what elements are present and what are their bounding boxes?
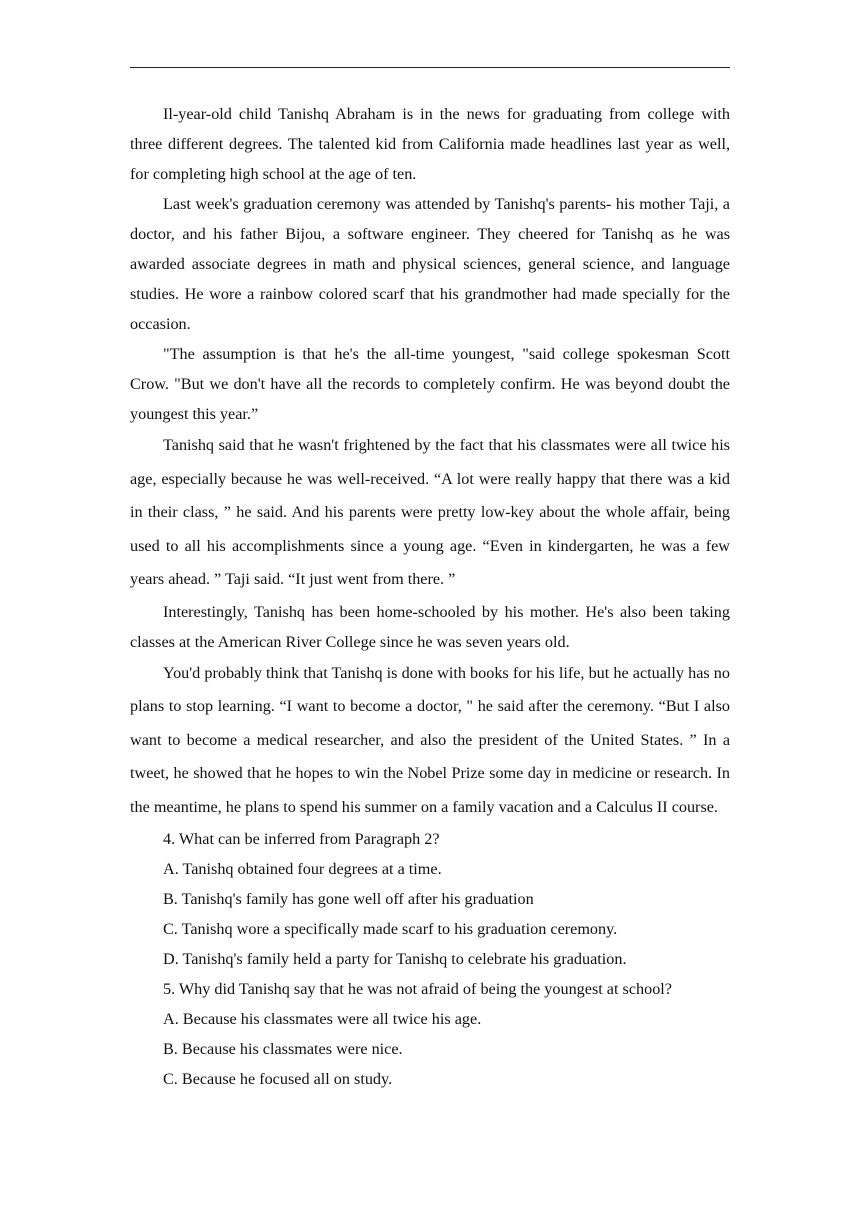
question-5-option-b: B. Because his classmates were nice. — [163, 1040, 403, 1058]
question-4-stem: 4. What can be inferred from Paragraph 2? — [163, 830, 440, 848]
question-5-stem: 5. Why did Tanishq say that he was not afraid of being the youngest at school? — [163, 980, 672, 998]
question-4-option-c: C. Tanishq wore a specifically made scarf to his graduation ceremony. — [163, 920, 618, 938]
header-rule — [130, 67, 730, 68]
question-4-option-b: B. Tanishq's family has gone well off after his graduation — [163, 890, 534, 908]
question-5-option-a: A. Because his classmates were all twice his age. — [163, 1010, 482, 1028]
article-paragraph-1: Il-year-old child Tanishq Abraham is in the news for graduating from college with three different degrees. The talented kid from California made headlines last year as well, for completing high school at the age of ten. — [130, 105, 730, 183]
article-paragraph-6: You'd probably think that Tanishq is done with books for his life, but he actually has no plans to stop learning. “I want to become a doctor, " he said after the ceremony. “But I also want to become a medical researcher, and also the president of the United States. ” In a tweet, he showed that he hopes to win the Nobel Prize some day in medicine or research. In the meantime, he plans to spend his summer on a family vacation and a Calculus II course. — [130, 663, 730, 816]
article-paragraph-3: "The assumption is that he's the all-time youngest, "said college spokesman Scott Crow. "But we don't have all the records to completely confirm. He was beyond doubt the youngest this year.” — [130, 345, 730, 423]
article-paragraph-2: Last week's graduation ceremony was attended by Tanishq's parents- his mother Taji, a doctor, and his father Bijou, a software engineer. They cheered for Tanishq as he was awarded associate degrees in math and physical sciences, general science, and language studies. He wore a rainbow colored scarf that his grandmother had made specially for the occasion. — [130, 195, 730, 333]
article-paragraph-5: Interestingly, Tanishq has been home-schooled by his mother. He's also been taking classes at the American River College since he was seven years old. — [130, 602, 730, 651]
article-paragraph-4: Tanishq said that he wasn't frightened by the fact that his classmates were all twice his age, especially because he was well-received. “A lot were really happy that there was a kid in their class, ” he said. And his parents were pretty low-key about the whole affair, being used to all his accomplishments since a young age. “Even in kindergarten, he was a few years ahead. ” Taji said. “It just went from there. ” — [130, 436, 730, 588]
question-5-option-c: C. Because he focused all on study. — [163, 1070, 393, 1088]
question-4-option-d: D. Tanishq's family held a party for Tanishq to celebrate his graduation. — [163, 950, 627, 968]
question-4-option-a: A. Tanishq obtained four degrees at a time. — [163, 860, 442, 878]
document-body — [130, 99, 730, 1094]
